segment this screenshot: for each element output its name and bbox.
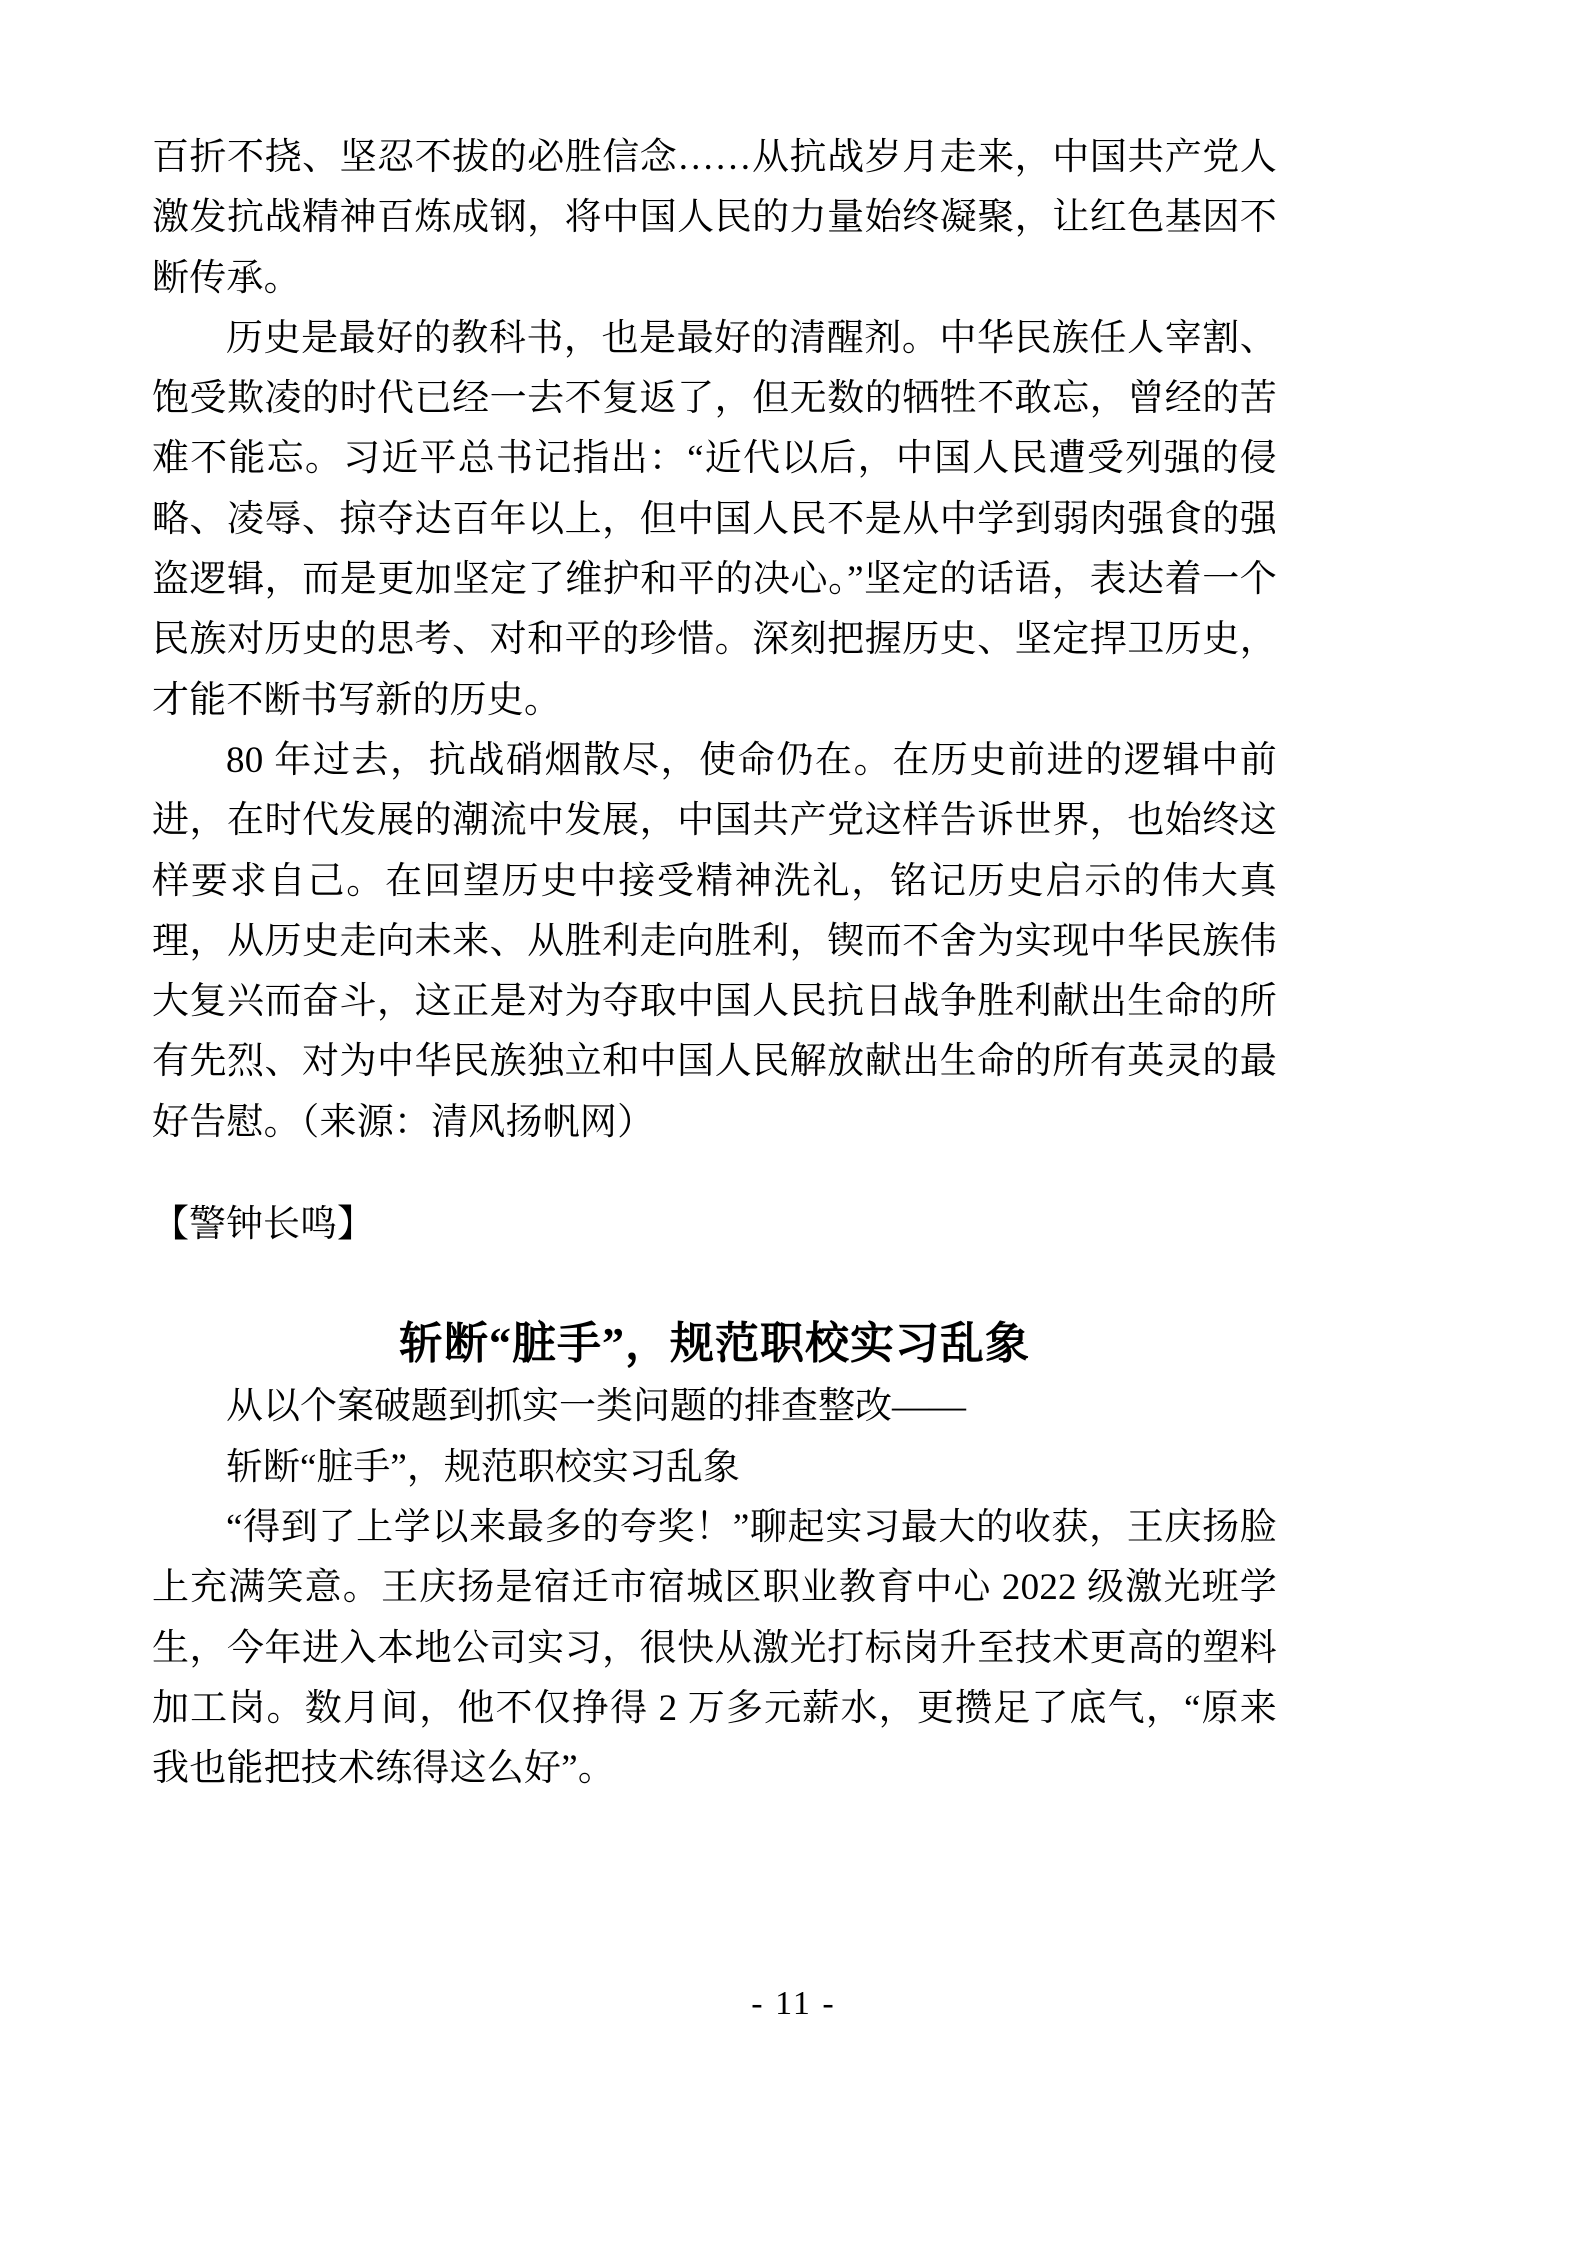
article-subtitle-line-2: 斩断“脏手”，规范职校实习乱象 <box>226 1446 740 1488</box>
article-body-paragraph: “得到了上学以来最多的夸奖！”聊起实习最大的收获，王庆扬脸上充满笑意。王庆扬是宿迁市宿城区职业教育中心 2022 级激光班学生，今年进入本地公司实习，很快从激光打标岗升至技术更高的塑料加工岗。数月间，他不仅挣得 2 万多元薪水，更攒足了底气，“原来我也能把技术练得这么好”。 <box>152 1506 1277 1790</box>
paragraph-history-textbook: 历史是最好的教科书，也是最好的清醒剂。中华民族任人宰割、饱受欺凌的时代已经一去不复返了，但无数的牺牲不敢忘，曾经的苦难不能忘。习近平总书记指出：“近代以后，中国人民遭受列强的侵略、凌辱、掠夺达百年以上，但中国人民不是从中学到弱肉强食的强盗逻辑，而是更加坚定了维护和平的决心。”坚定的话语，表达着一个民族对历史的思考、对和平的珍惜。深刻把握历史、坚定捍卫历史，才能不断书写新的历史。 <box>152 317 1277 721</box>
paragraph-80-years: 80 年过去，抗战硝烟散尽，使命仍在。在历史前进的逻辑中前进，在时代发展的潮流中发展，中国共产党这样告诉世界，也始终这样要求自己。在回望历史中接受精神洗礼，铭记历史启示的伟大真理，从历史走向未来、从胜利走向胜利，锲而不舍为实现中华民族伟大复兴而奋斗，这正是对为夺取中国人民抗日战争胜利献出生命的所有先烈、对为中华民族独立和中国人民解放献出生命的所有英灵的最好告慰。（来源：清风扬帆网） <box>152 739 1277 1143</box>
paragraph-continuation: 百折不挠、坚忍不拔的必胜信念……从抗战岁月走来，中国共产党人激发抗战精神百炼成钢，将中国人民的力量始终凝聚，让红色基因不断传承。 <box>152 137 1277 299</box>
section-label-alarm-bell: 【警钟长鸣】 <box>152 1204 374 1246</box>
article-title: 斩断“脏手”，规范职校实习乱象 <box>399 1319 1030 1369</box>
page-content <box>152 128 1277 1799</box>
article-subtitle-line-1: 从以个案破题到抓实一类问题的排查整改—— <box>226 1386 966 1428</box>
page-number: - 11 - <box>751 1985 836 2022</box>
